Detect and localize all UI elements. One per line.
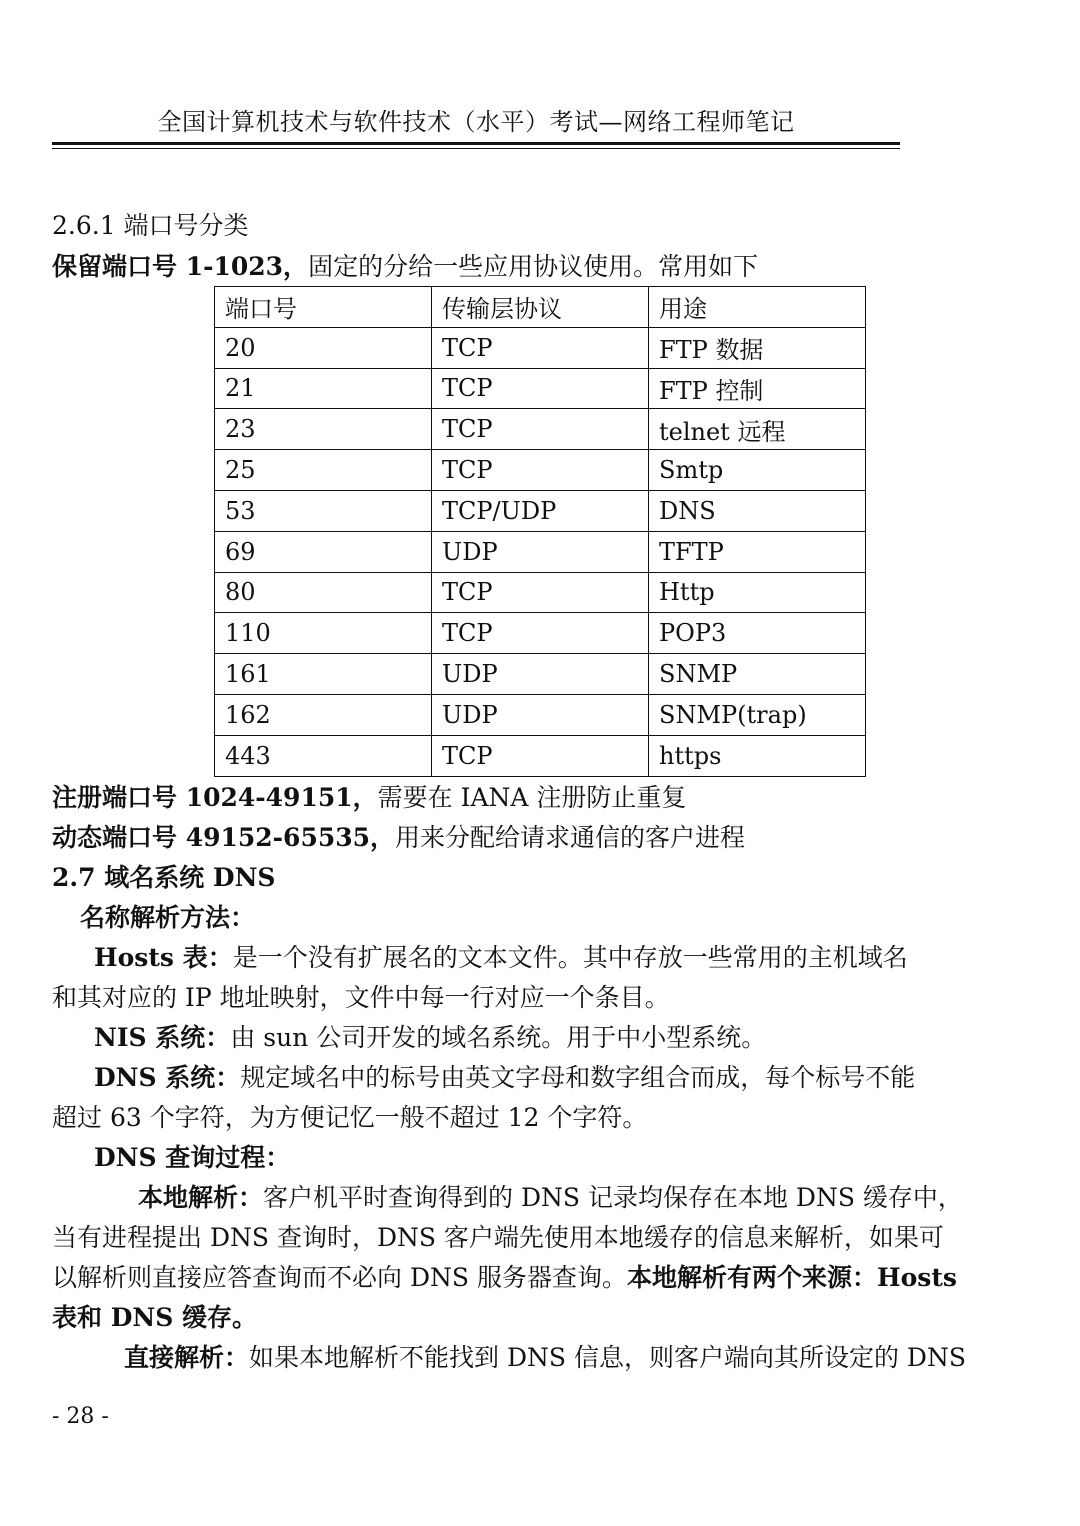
table-cell: TCP — [432, 368, 649, 409]
table-cell: 21 — [215, 368, 432, 409]
hosts-label: Hosts 表： — [94, 943, 233, 972]
table-cell: FTP 控制 — [649, 368, 866, 409]
direct-resolution-text: 如果本地解析不能找到 DNS 信息，则客户端向其所设定的 DNS — [249, 1343, 966, 1372]
table-cell: DNS — [649, 490, 866, 531]
table-cell: TCP/UDP — [432, 490, 649, 531]
dns-label: DNS 系统： — [94, 1063, 241, 1092]
nis-text: 由 sun 公司开发的域名系统。用于中小型系统。 — [230, 1023, 767, 1052]
table-cell: 23 — [215, 409, 432, 450]
table-cell: 161 — [215, 654, 432, 695]
table-header-row — [215, 287, 866, 328]
local-resolution-line-3 — [52, 1262, 957, 1294]
section-2-7-title: 2.7 域名系统 DNS — [52, 863, 276, 892]
dns-query-process: DNS 查询过程： — [94, 1143, 291, 1172]
page-number: - 28 - — [52, 1404, 109, 1429]
table-cell: 110 — [215, 613, 432, 654]
table-cell: 25 — [215, 450, 432, 491]
hosts-line-1 — [94, 942, 908, 974]
registered-ports-line — [52, 782, 686, 814]
dynamic-ports-label: 动态端口号 49152-65535， — [52, 823, 396, 852]
local-resolution-label: 本地解析： — [138, 1183, 264, 1212]
local-resolution-text-2: 当有进程提出 DNS 查询时，DNS 客户端先使用本地缓存的信息来解析，如果可 — [52, 1223, 944, 1252]
dynamic-ports-text: 用来分配给请求通信的客户进程 — [395, 823, 746, 852]
table-row — [215, 572, 866, 613]
dns-line-1 — [94, 1062, 915, 1094]
table-row — [215, 490, 866, 531]
hosts-text-1: 是一个没有扩展名的文本文件。其中存放一些常用的主机域名 — [232, 943, 908, 972]
table-cell: 162 — [215, 694, 432, 735]
table-header-cell: 用途 — [649, 287, 866, 328]
table-cell: SNMP(trap) — [649, 694, 866, 735]
local-resolution-line-1 — [138, 1182, 963, 1214]
table-cell: TCP — [432, 327, 649, 368]
header-rule-thin — [52, 148, 900, 149]
section-2-6-1-title: 2.6.1 端口号分类 — [52, 211, 249, 240]
header-rule-thick — [52, 142, 900, 145]
table-cell: 20 — [215, 327, 432, 368]
table-row — [215, 409, 866, 450]
table-cell: TCP — [432, 450, 649, 491]
dns-text-1: 规定域名中的标号由英文字母和数字组合而成，每个标号不能 — [240, 1063, 916, 1092]
table-row — [215, 531, 866, 572]
table-cell: https — [649, 735, 866, 776]
local-resolution-text-3a: 以解析则直接应答查询而不必向 DNS 服务器查询。 — [52, 1263, 627, 1292]
nis-label: NIS 系统： — [94, 1023, 231, 1052]
table-cell: TCP — [432, 735, 649, 776]
table-cell: TCP — [432, 572, 649, 613]
table-cell: SNMP — [649, 654, 866, 695]
table-cell: UDP — [432, 694, 649, 735]
reserved-ports-label: 保留端口号 1-1023， — [52, 252, 309, 281]
table-row — [215, 654, 866, 695]
table-cell: TFTP — [649, 531, 866, 572]
dynamic-ports-line — [52, 822, 745, 854]
table-cell: FTP 数据 — [649, 327, 866, 368]
table-cell: UDP — [432, 654, 649, 695]
table-cell: 53 — [215, 490, 432, 531]
table-cell: 69 — [215, 531, 432, 572]
reserved-ports-line — [52, 251, 758, 283]
direct-resolution-label: 直接解析： — [124, 1343, 250, 1372]
table-cell: Http — [649, 572, 866, 613]
registered-ports-text: 需要在 IANA 注册防止重复 — [377, 783, 687, 812]
table-cell: TCP — [432, 409, 649, 450]
table-row — [215, 368, 866, 409]
table-cell: 443 — [215, 735, 432, 776]
direct-resolution-line — [124, 1342, 966, 1374]
port-table — [214, 286, 866, 777]
table-cell: 80 — [215, 572, 432, 613]
table-header-cell: 端口号 — [215, 287, 432, 328]
table-row — [215, 450, 866, 491]
registered-ports-label: 注册端口号 1024-49151， — [52, 783, 378, 812]
table-cell: UDP — [432, 531, 649, 572]
table-row — [215, 613, 866, 654]
table-header-cell: 传输层协议 — [432, 287, 649, 328]
name-resolution-methods: 名称解析方法： — [80, 903, 256, 932]
table-cell: TCP — [432, 613, 649, 654]
reserved-ports-text: 固定的分给一些应用协议使用。常用如下 — [308, 252, 759, 281]
page-header-title: 全国计算机技术与软件技术（水平）考试—网络工程师笔记 — [157, 108, 795, 136]
table-row — [215, 735, 866, 776]
table-cell: telnet 远程 — [649, 409, 866, 450]
table-row — [215, 694, 866, 735]
hosts-text-2: 和其对应的 IP 地址映射，文件中每一行对应一个条目。 — [52, 983, 670, 1012]
local-resolution-text-1: 客户机平时查询得到的 DNS 记录均保存在本地 DNS 缓存中， — [263, 1183, 963, 1212]
table-row — [215, 327, 866, 368]
local-resolution-text-3b: 本地解析有两个来源：Hosts — [626, 1263, 957, 1292]
local-resolution-text-4: 表和 DNS 缓存。 — [52, 1303, 257, 1332]
table-cell: Smtp — [649, 450, 866, 491]
dns-text-2: 超过 63 个字符，为方便记忆一般不超过 12 个字符。 — [52, 1103, 648, 1132]
nis-line — [94, 1022, 766, 1054]
table-cell: POP3 — [649, 613, 866, 654]
